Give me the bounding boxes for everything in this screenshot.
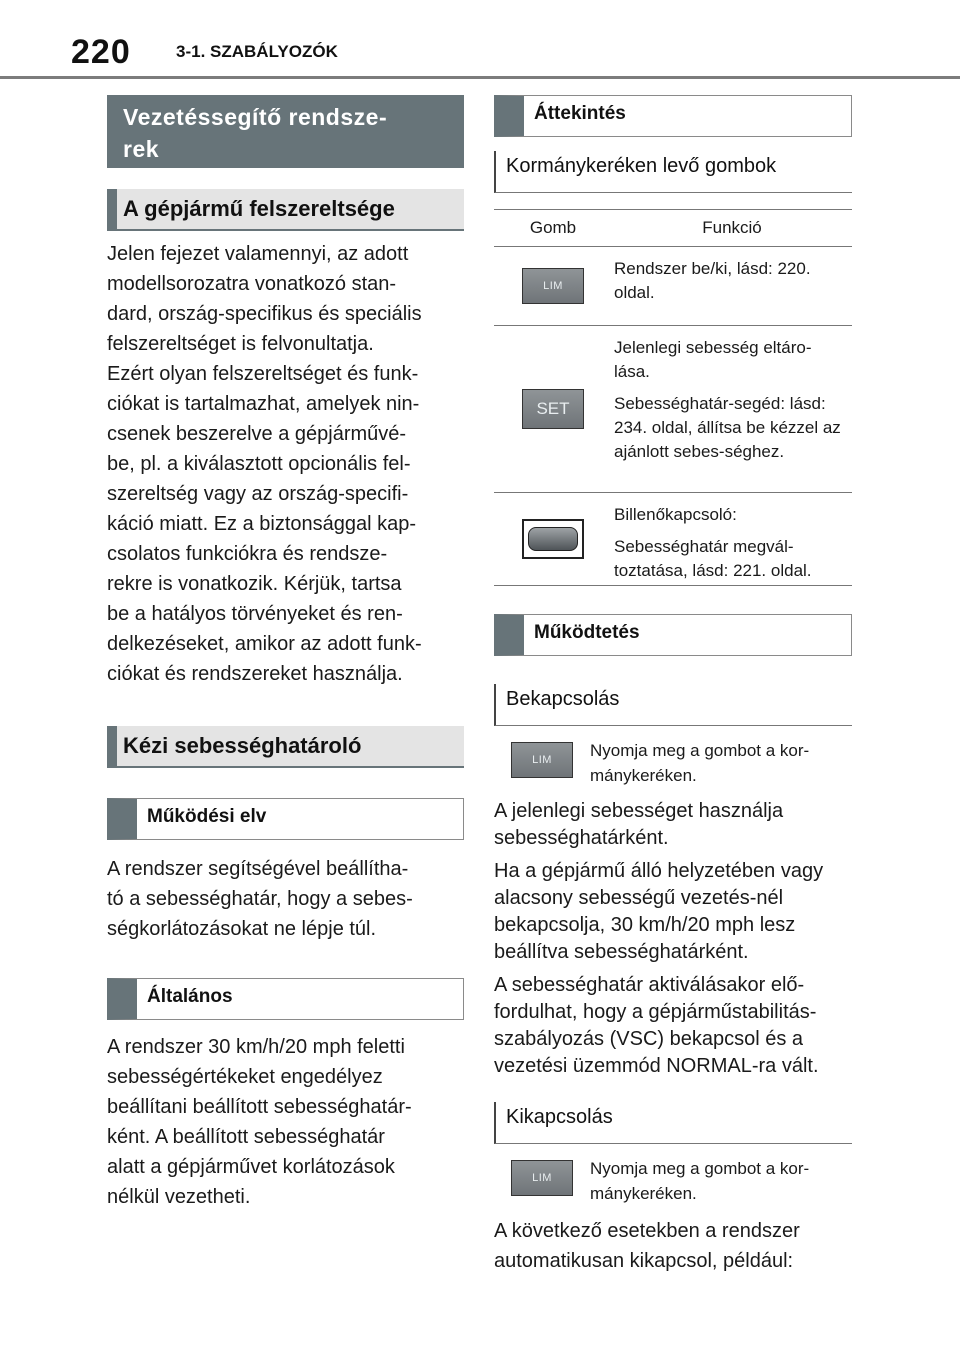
text-line: káció miatt. Ez a biztonsággal kap- [107,513,417,535]
lim-button-icon: LIM [511,742,573,778]
function-text: Jelenlegi sebesség eltáro-lása. [614,338,812,381]
function-text: Billenőkapcsoló: [614,505,737,524]
col-function-header: Funkció [702,218,762,237]
switch-on-para: A jelenlegi sebességet használja sebességhatárként. [494,800,784,849]
press-text: Nyomja meg a gombot a kor-mánykeréken. [590,741,810,785]
table-row [494,326,852,493]
header-divider [0,76,960,79]
buttons-table [494,209,852,586]
text-line: alatt a gépjárművet korlátozások [107,1156,395,1178]
row-function [612,326,852,492]
speed-limiter-title: Kézi sebességhatároló [107,726,464,768]
text-line: A rendszer 30 km/h/20 mph feletti [107,1036,405,1058]
switch-on-subhead: Bekapcsolás [494,684,852,726]
rocker-switch-icon [522,519,584,559]
text-line: felszereltséget is felvonultatja. [107,333,374,355]
overview-title: Áttekintés [494,95,852,137]
text-line: dard, ország-specifikus és speciális [107,303,422,325]
lim-button-icon: LIM [522,268,584,304]
table-row [494,247,852,326]
text-line: ciókat és rendszereket használja. [107,663,403,685]
text-line: csenek beszerelve a gépjárművé- [107,423,407,445]
switch-on-para: A sebességhatár aktiválásakor elő-fordulhat, hogy a gépjárműstabilitás-szabályozás (VSC) bekapcsol és a vezetési üzemmód NORMAL-ra vált. [494,974,819,1077]
text-line: sebességértékeket engedélyez [107,1066,383,1088]
text-line: ként. A beállított sebességhatár [107,1126,385,1148]
switch-off-subhead: Kikapcsolás [494,1102,852,1144]
text-line: ciókat is tartalmazhat, amelyek nin- [107,393,420,415]
text-line: modellsorozatra vonatkozó stan- [107,273,397,295]
text-line: Ezért olyan felszereltséget és funk- [107,363,419,385]
principle-title: Működési elv [107,798,464,840]
text-line: A rendszer segítségével beállítha- [107,858,409,880]
press-text: Nyomja meg a gombot a kor-mánykeréken. [590,1159,810,1203]
text-line: tó a sebességhatár, hogy a sebes- [107,888,413,910]
function-text: Sebességhatár-segéd: lásd: 234. oldal, állítsa be kézzel az ajánlott sebes-séghez. [614,394,841,461]
lim-button-icon: LIM [511,1160,573,1196]
text-line: beállítani beállított sebességhatár- [107,1096,412,1118]
switch-on-para: Ha a gépjármű álló helyzetében vagy alacsony sebességű vezetés-nél bekapcsolja, 30 km/h/20 mph lesz beállítva sebességhatárként. [494,860,824,963]
equipment-text [107,239,464,689]
switch-off-instruction [494,1156,852,1206]
text-line: delkezéseket, amikor az adott funk- [107,633,422,655]
row-function [612,493,852,585]
right-column [494,95,852,1276]
text-line: ségkorlátozásokat ne lépje túl. [107,918,377,940]
switch-on-instruction [494,738,852,788]
section-title-line2: rek [123,136,160,162]
page-number: 220 [71,33,131,71]
text-line: csolatos funkciókra és rendsze- [107,543,388,565]
text-line: nélkül vezetheti. [107,1186,251,1208]
operation-title: Működtetés [494,614,852,656]
row-function [612,247,852,325]
set-button-icon: SET [522,389,584,429]
text-line: szereltség vagy az ország-specifi- [107,483,409,505]
left-column [107,95,464,1212]
principle-text [107,854,464,944]
general-title: Általános [107,978,464,1020]
col-button-header: Gomb [529,218,577,237]
text-line: rekre is vonatkozik. Kérjük, tartsa [107,573,402,595]
section-title-line1: Vezetéssegítő rendsze- [123,104,388,130]
equipment-title: A gépjármű felszereltsége [107,189,464,231]
text-line: Jelen fejezet valamennyi, az adott [107,243,409,265]
switch-off-para: A következő esetekben a rendszer automatikusan kikapcsol, például: [494,1220,800,1272]
table-row [494,493,852,586]
chapter-title: 3-1. SZABÁLYOZÓK [176,42,338,61]
text-line: be a hatályos törvényeket és ren- [107,603,403,625]
page-header [0,0,960,80]
section-title [107,95,464,168]
general-text [107,1032,464,1212]
text-line: be, pl. a kiválasztott opcionális fel- [107,453,411,475]
function-text: Sebességhatár megvál-toztatása, lásd: 221. oldal. [614,537,812,580]
table-header [494,209,852,247]
function-text: Rendszer be/ki, lásd: 220. oldal. [614,259,811,302]
steering-buttons-subhead: Kormánykeréken levő gombok [494,151,852,193]
